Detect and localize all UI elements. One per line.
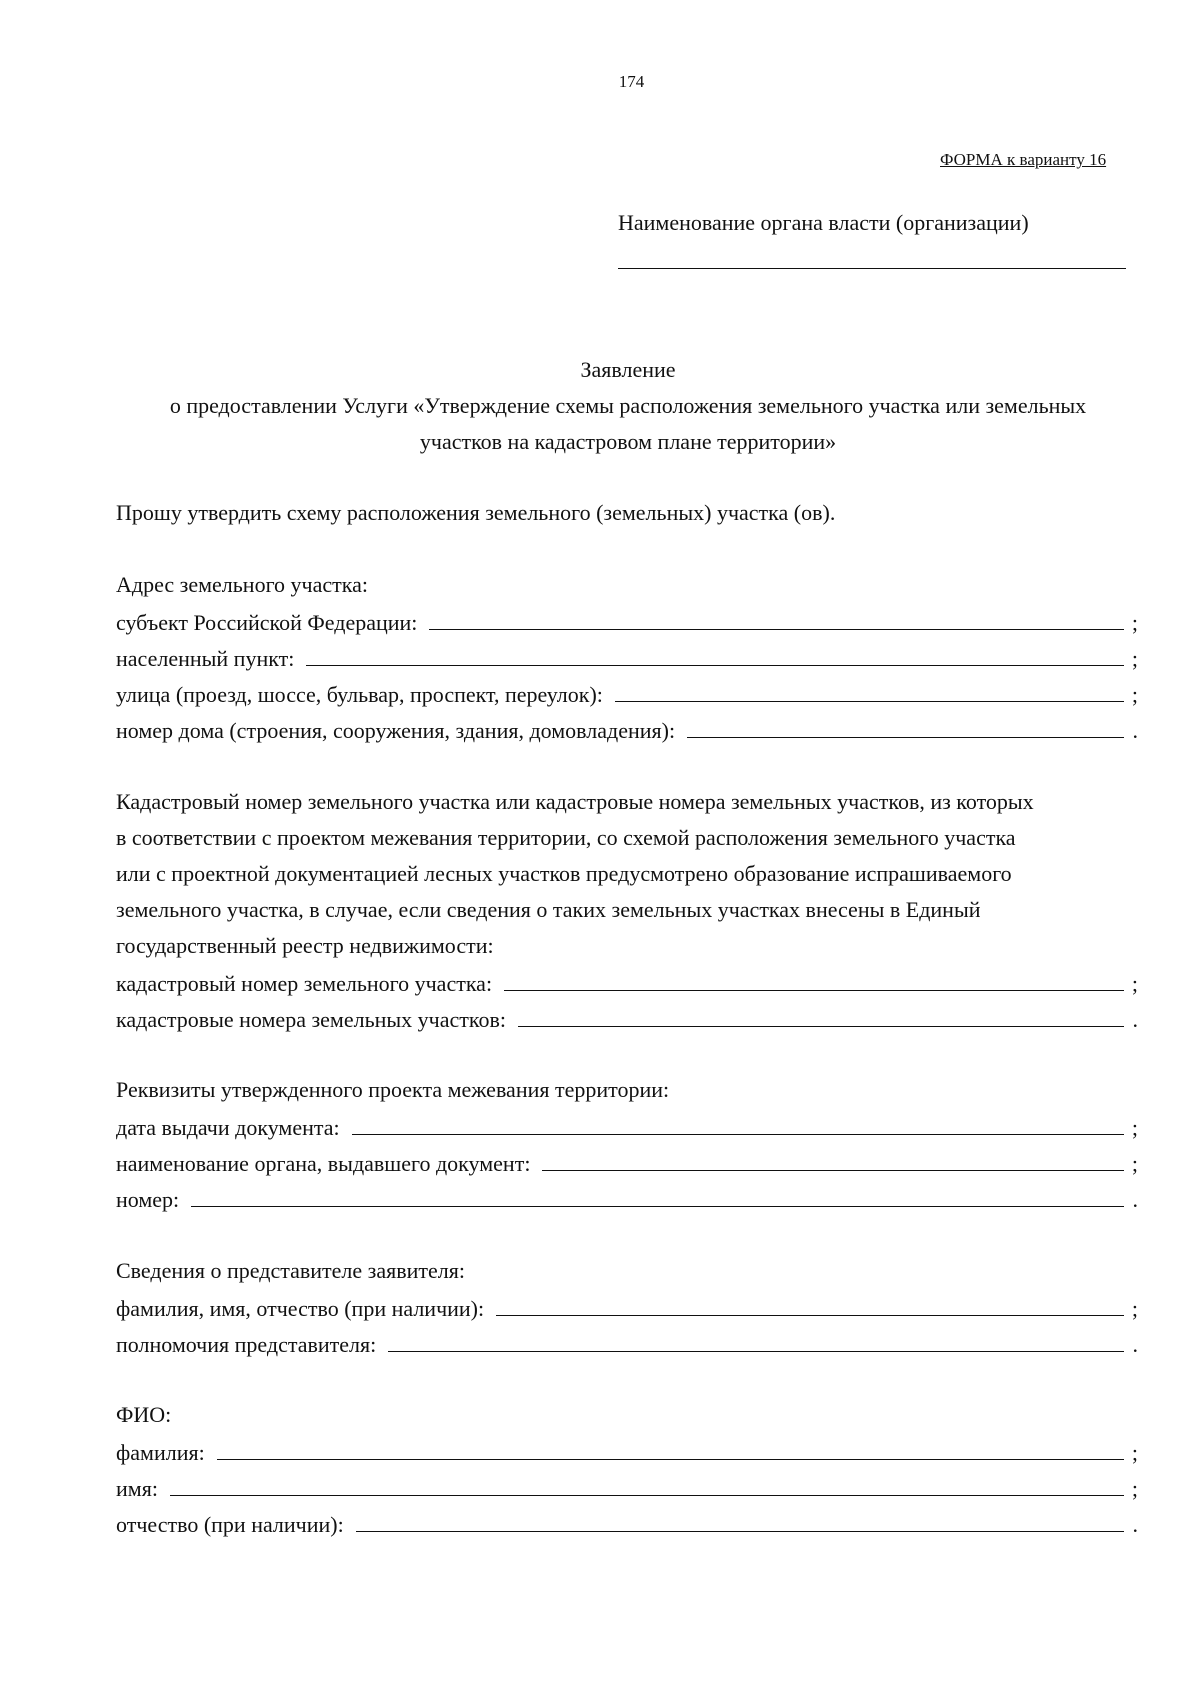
paragraph-line: в соответствии с проектом межевания территории, со схемой расположения земельного участка xyxy=(116,825,1016,850)
field-terminator: . xyxy=(1132,1332,1138,1357)
authority-input-line[interactable] xyxy=(618,268,1126,269)
field-label: населенный пункт: xyxy=(116,646,295,671)
field-label: имя: xyxy=(116,1476,158,1501)
field-label: наименование органа, выдавшего документ: xyxy=(116,1151,531,1176)
field-input-line[interactable] xyxy=(217,1433,1124,1460)
field-cadastral-numbers[interactable] xyxy=(116,1000,1138,1036)
field-input-line[interactable] xyxy=(496,1289,1124,1316)
field-label: фамилия, имя, отчество (при наличии): xyxy=(116,1296,485,1321)
field-input-line[interactable] xyxy=(615,675,1124,702)
field-document-number[interactable] xyxy=(116,1180,1138,1216)
field-terminator: . xyxy=(1132,1512,1138,1537)
field-patronymic[interactable] xyxy=(116,1505,1138,1541)
field-label: дата выдачи документа: xyxy=(116,1115,340,1140)
title-line-3: участков на кадастровом плане территории» xyxy=(419,429,837,454)
field-input-line[interactable] xyxy=(356,1505,1124,1532)
field-terminator: ; xyxy=(1131,1151,1138,1176)
field-terminator: ; xyxy=(1131,646,1138,671)
field-cadastral-number[interactable] xyxy=(116,964,1138,1000)
field-surname[interactable] xyxy=(116,1433,1138,1469)
cadastral-paragraph xyxy=(116,784,1140,964)
field-terminator: . xyxy=(1132,718,1138,743)
field-first-name[interactable] xyxy=(116,1469,1138,1505)
paragraph-line: или с проектной документацией лесных участков предусмотрено образование испрашиваемого xyxy=(116,861,1012,886)
authority-label: Наименование органа власти (организации) xyxy=(618,210,1029,235)
field-terminator: ; xyxy=(1131,1440,1138,1465)
field-input-line[interactable] xyxy=(504,964,1124,991)
field-representative-name[interactable] xyxy=(116,1289,1138,1325)
request-text: Прошу утвердить схему расположения земельного (земельных) участка (ов). xyxy=(116,500,836,525)
field-label: субъект Российской Федерации: xyxy=(116,610,418,635)
field-terminator: . xyxy=(1132,1187,1138,1212)
field-input-line[interactable] xyxy=(352,1108,1124,1135)
field-street[interactable] xyxy=(116,675,1138,711)
field-input-line[interactable] xyxy=(388,1325,1124,1352)
paragraph-line: государственный реестр недвижимости: xyxy=(116,933,494,958)
field-representative-authority[interactable] xyxy=(116,1325,1138,1361)
field-terminator: ; xyxy=(1131,1115,1138,1140)
title-line-1: Заявление xyxy=(580,357,676,382)
field-label: фамилия: xyxy=(116,1440,205,1465)
field-locality[interactable] xyxy=(116,639,1138,675)
project-heading: Реквизиты утвержденного проекта межевания территории: xyxy=(116,1077,670,1102)
field-label: кадастровый номер земельного участка: xyxy=(116,971,493,996)
field-issue-date[interactable] xyxy=(116,1108,1138,1144)
field-label: отчество (при наличии): xyxy=(116,1512,344,1537)
field-terminator: . xyxy=(1132,1007,1138,1032)
document-title xyxy=(116,352,1140,460)
field-terminator: ; xyxy=(1131,1476,1138,1501)
page-number: 174 xyxy=(618,72,645,91)
title-line-2: о предоставлении Услуги «Утверждение схемы расположения земельного участка или земельных xyxy=(169,393,1087,418)
paragraph-line: Кадастровый номер земельного участка или кадастровые номера земельных участков, из которых xyxy=(116,789,1034,814)
field-terminator: ; xyxy=(1131,682,1138,707)
field-label: полномочия представителя: xyxy=(116,1332,377,1357)
field-input-line[interactable] xyxy=(687,711,1124,738)
field-input-line[interactable] xyxy=(170,1469,1124,1496)
representative-heading: Сведения о представителе заявителя: xyxy=(116,1258,465,1283)
form-variant-link: ФОРМА к варианту 16 xyxy=(940,150,1107,169)
field-input-line[interactable] xyxy=(518,1000,1124,1027)
field-house-number[interactable] xyxy=(116,711,1138,747)
paragraph-line: земельного участка, в случае, если сведения о таких земельных участках внесены в Единый xyxy=(116,897,981,922)
address-heading: Адрес земельного участка: xyxy=(116,572,369,597)
field-input-line[interactable] xyxy=(429,603,1124,630)
fio-heading: ФИО: xyxy=(116,1402,172,1427)
field-terminator: ; xyxy=(1131,971,1138,996)
field-terminator: ; xyxy=(1131,1296,1138,1321)
field-issuing-authority[interactable] xyxy=(116,1144,1138,1180)
field-input-line[interactable] xyxy=(191,1180,1124,1207)
field-label: улица (проезд, шоссе, бульвар, проспект, переулок): xyxy=(116,682,603,707)
field-terminator: ; xyxy=(1131,610,1138,635)
field-label: номер дома (строения, сооружения, здания, домовладения): xyxy=(116,718,676,743)
field-subject-rf[interactable] xyxy=(116,603,1138,639)
field-label: кадастровые номера земельных участков: xyxy=(116,1007,506,1032)
field-input-line[interactable] xyxy=(542,1144,1124,1171)
field-input-line[interactable] xyxy=(306,639,1124,666)
field-label: номер: xyxy=(116,1187,180,1212)
